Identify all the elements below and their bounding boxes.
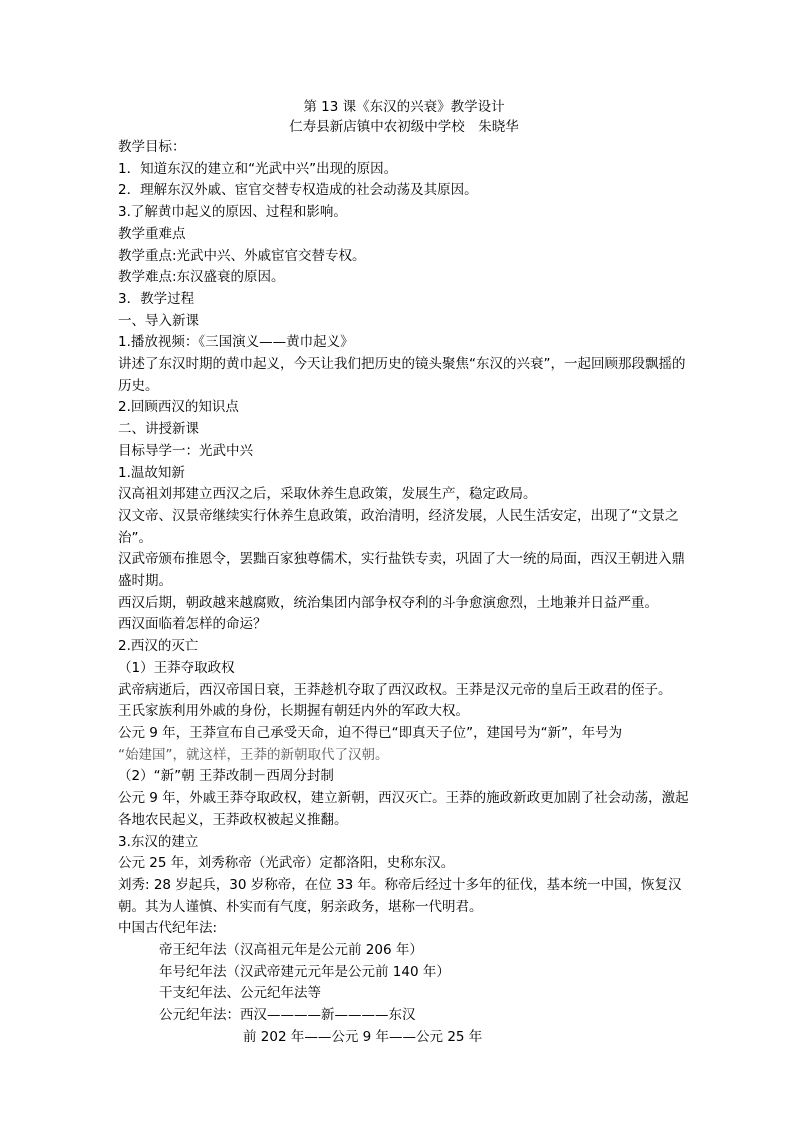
section-heading: 二、讲授新课 [118, 421, 199, 438]
paragraph: 汉武帝颁布推恩令，罢黜百家独尊儒术，实行盐铁专卖，巩固了大一统的局面，西汉王朝进入鼎盛时期。 [118, 551, 685, 590]
paragraph: 刘秀: 28 岁起兵，30 岁称帝，在位 33 年。称帝后经过十多年的征伐，基本统一中国，恢复汉朝。其为人谨慎、朴实而有气度，躬亲政务，堪称一代明君。 [118, 876, 682, 915]
paragraph: 公元 9 年，外戚王莽夺取政权，建立新朝，西汉灭亡。王莽的施政新政更加剧了社会动荡，激起各地农民起义，王莽政权被起义推翻。 [118, 790, 689, 828]
paragraph: 讲述了东汉时期的黄巾起义，今天让我们把历史的镜头聚焦“东汉的兴衰”，一起回顾那段飘摇的历史。 [118, 356, 686, 394]
list-item: 帝王纪年法（汉高祖元年是公元前 206 年） [159, 942, 423, 959]
document-body [118, 137, 690, 1049]
section-heading: 1.温故知新 [118, 464, 185, 481]
paragraph: 王氏家族利用外戚的身份，长期握有朝廷内外的军政大权。 [118, 703, 469, 720]
section-heading: 一、导入新课 [118, 312, 199, 329]
document-author-line: 仁寿县新店镇中农初级中学校 朱晓华 [289, 119, 519, 135]
paragraph: 公元 9 年，王莽宣布自己承受天命，迫不得已“即真天子位”，建国号为“新”，年号为 [118, 724, 623, 741]
section-heading: （1）王莽夺取政权 [118, 659, 235, 676]
list-item: 公元纪年法：西汉————新————东汉 [159, 1007, 416, 1024]
paragraph: 2．理解东汉外戚、宦官交替专权造成的社会动荡及其原因。 [118, 182, 478, 199]
paragraph: 中国古代纪年法: [118, 920, 218, 937]
paragraph: 3.了解黄巾起义的原因、过程和影响。 [118, 204, 347, 221]
paragraph: “始建国”，就这样，王莽的新朝取代了汉朝。 [118, 746, 389, 763]
section-heading: 教学重难点 [118, 225, 186, 242]
section-heading: 3.东汉的建立 [118, 833, 199, 850]
section-heading: （2）“新”朝 王莽改制－西周分封制 [118, 768, 334, 785]
section-heading: 目标导学一：光武中兴 [118, 442, 253, 459]
paragraph: 教学重点:光武中兴、外戚宦官交替专权。 [118, 247, 366, 264]
paragraph: 教学难点:东汉盛衰的原因。 [118, 269, 285, 286]
paragraph: 2.回顾西汉的知识点 [118, 399, 239, 416]
paragraph: 1.播放视频：《三国演义——黄巾起义》 [118, 334, 354, 351]
document-title: 第 13 课《东汉的兴衰》教学设计 [303, 99, 505, 115]
paragraph: 汉高祖刘邦建立西汉之后，采取休养生息政策，发展生产，稳定政局。 [118, 486, 537, 503]
section-heading: 3．教学过程 [118, 290, 195, 307]
paragraph: 1．知道东汉的建立和“光武中兴”出现的原因。 [118, 160, 398, 177]
section-heading: 教学目标： [118, 139, 186, 155]
paragraph: 汉文帝、汉景帝继续实行休养生息政策，政治清明，经济发展，人民生活安定，出现了“文景之治”。 [118, 507, 679, 546]
paragraph: 西汉面临着怎样的命运？ [118, 616, 267, 633]
list-item: 干支纪年法、公元纪年法等 [159, 985, 321, 1002]
section-heading: 2.西汉的灭亡 [118, 638, 199, 655]
paragraph: 西汉后期，朝政越来越腐败，统治集团内部争权夺利的斗争愈演愈烈，土地兼并日益严重。 [118, 594, 658, 611]
document-page [118, 97, 690, 1049]
paragraph: 公元 25 年，刘秀称帝（光武帝）定都洛阳，史称东汉。 [118, 855, 455, 872]
list-item: 年号纪年法（汉武帝建元元年是公元前 140 年） [159, 963, 450, 980]
timeline-line: 前 202 年——公元 9 年——公元 25 年 [243, 1028, 483, 1045]
paragraph: 武帝病逝后，西汉帝国日衰，王莽趁机夺取了西汉政权。王莽是汉元帝的皇后王政君的侄子。 [118, 681, 672, 698]
